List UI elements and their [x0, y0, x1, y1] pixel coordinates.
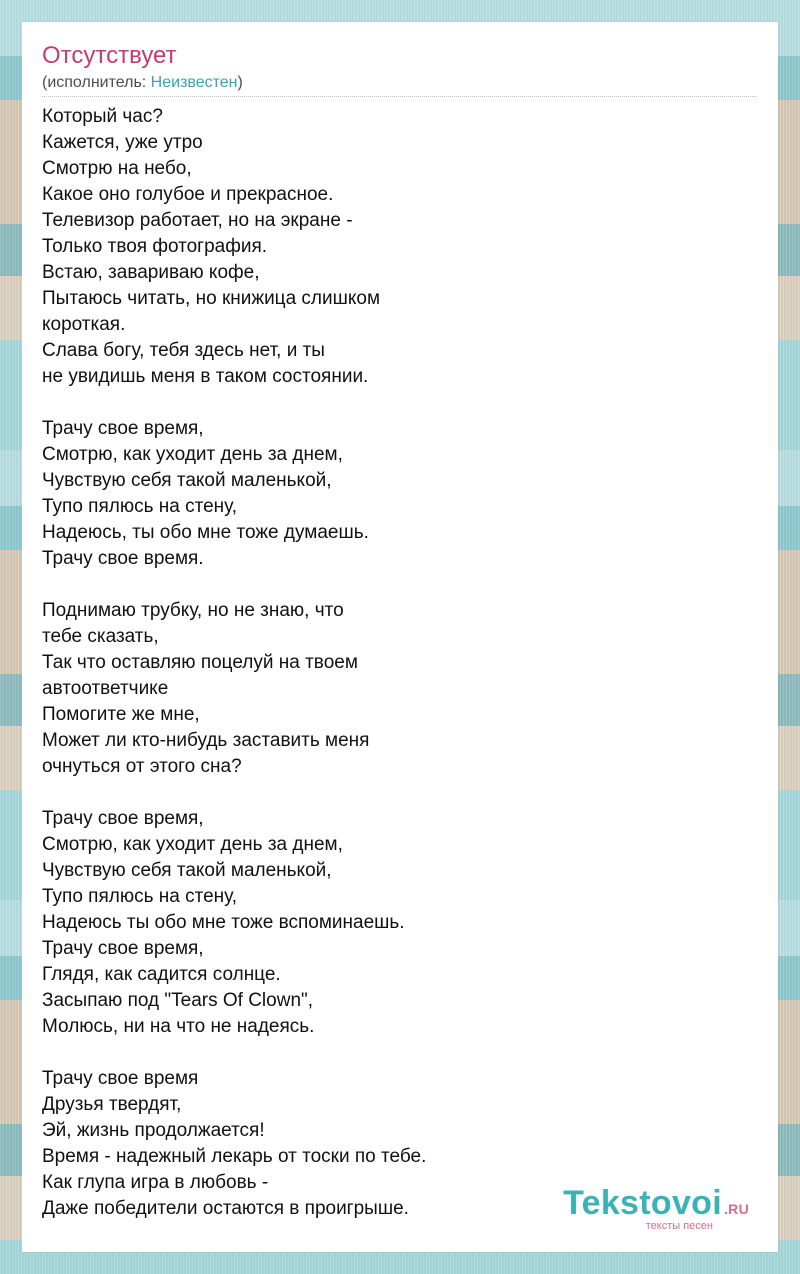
lyric-line: Может ли кто-нибудь заставить меня — [42, 730, 370, 751]
song-title: Отсутствует — [42, 42, 177, 69]
tekstovoi-logo[interactable] — [544, 1186, 749, 1230]
lyric-line: короткая. — [42, 314, 126, 335]
lyric-line: Встаю, завариваю кофе, — [42, 262, 260, 283]
lyric-line: Время - надежный лекарь от тоски по тебе. — [42, 1146, 427, 1167]
lyric-line: Тупо пялюсь на стену, — [42, 496, 238, 517]
lyric-line: Тупо пялюсь на стену, — [42, 886, 238, 907]
lyric-line: Телевизор работает, но на экране - — [42, 210, 353, 231]
logo-domain-suffix: .RU — [723, 1201, 749, 1217]
lyric-line: Глядя, как садится солнце. — [42, 964, 281, 985]
logo-tagline: тексты песен — [645, 1220, 713, 1232]
lyric-line — [42, 780, 742, 806]
lyrics-body — [42, 104, 742, 1222]
lyric-line: Смотрю, как уходит день за днем, — [42, 834, 343, 855]
lyric-line: Засыпаю под "Tears Of Clown", — [42, 990, 314, 1011]
logo-name: Tekstovoi — [563, 1184, 722, 1222]
lyric-line — [42, 1040, 742, 1066]
lyric-line: Поднимаю трубку, но не знаю, что — [42, 600, 344, 621]
lyric-line: Пытаюсь читать, но книжица слишком — [42, 288, 381, 309]
artist-line — [42, 73, 243, 93]
artist-suffix: ) — [237, 74, 243, 91]
lyric-line: не увидишь меня в таком состоянии. — [42, 366, 369, 387]
lyric-line: Надеюсь ты обо мне тоже вспоминаешь. — [42, 912, 405, 933]
lyric-line: Как глупа игра в любовь - — [42, 1172, 269, 1193]
lyric-line: Надеюсь, ты обо мне тоже думаешь. — [42, 522, 369, 543]
lyric-line: Чувствую себя такой маленькой, — [42, 470, 332, 491]
lyrics-card — [22, 22, 778, 1252]
lyric-line: Трачу свое время — [42, 1068, 199, 1089]
artist-link[interactable]: Неизвестен — [150, 74, 238, 91]
lyric-line: Слава богу, тебя здесь нет, и ты — [42, 340, 325, 361]
lyric-line — [42, 572, 742, 598]
lyric-line: Смотрю, как уходит день за днем, — [42, 444, 343, 465]
title-divider — [42, 96, 757, 97]
lyric-line: Эй, жизнь продолжается! — [42, 1120, 265, 1141]
lyric-line: автоответчике — [42, 678, 169, 699]
artist-prefix: (исполнитель: — [42, 74, 151, 91]
lyric-line: тебе сказать, — [42, 626, 159, 647]
lyric-line: Какое оно голубое и прекрасное. — [42, 184, 334, 205]
lyric-line: Помогите же мне, — [42, 704, 200, 725]
lyric-line: Даже победители остаются в проигрыше. — [42, 1198, 409, 1219]
lyric-line: Молюсь, ни на что не надеясь. — [42, 1016, 315, 1037]
lyric-line: Трачу свое время, — [42, 418, 204, 439]
lyric-line: Кажется, уже утро — [42, 132, 203, 153]
lyric-line: Так что оставляю поцелуй на твоем — [42, 652, 358, 673]
lyric-line: Трачу свое время, — [42, 808, 204, 829]
lyric-line: Смотрю на небо, — [42, 158, 192, 179]
lyric-line: Чувствую себя такой маленькой, — [42, 860, 332, 881]
lyric-line: очнуться от этого сна? — [42, 756, 242, 777]
lyric-line: Друзья твердят, — [42, 1094, 182, 1115]
lyric-line — [42, 390, 742, 416]
lyric-line: Который час? — [42, 106, 163, 127]
lyric-line: Трачу свое время. — [42, 548, 204, 569]
lyric-line: Трачу свое время, — [42, 938, 204, 959]
lyric-line: Только твоя фотография. — [42, 236, 268, 257]
